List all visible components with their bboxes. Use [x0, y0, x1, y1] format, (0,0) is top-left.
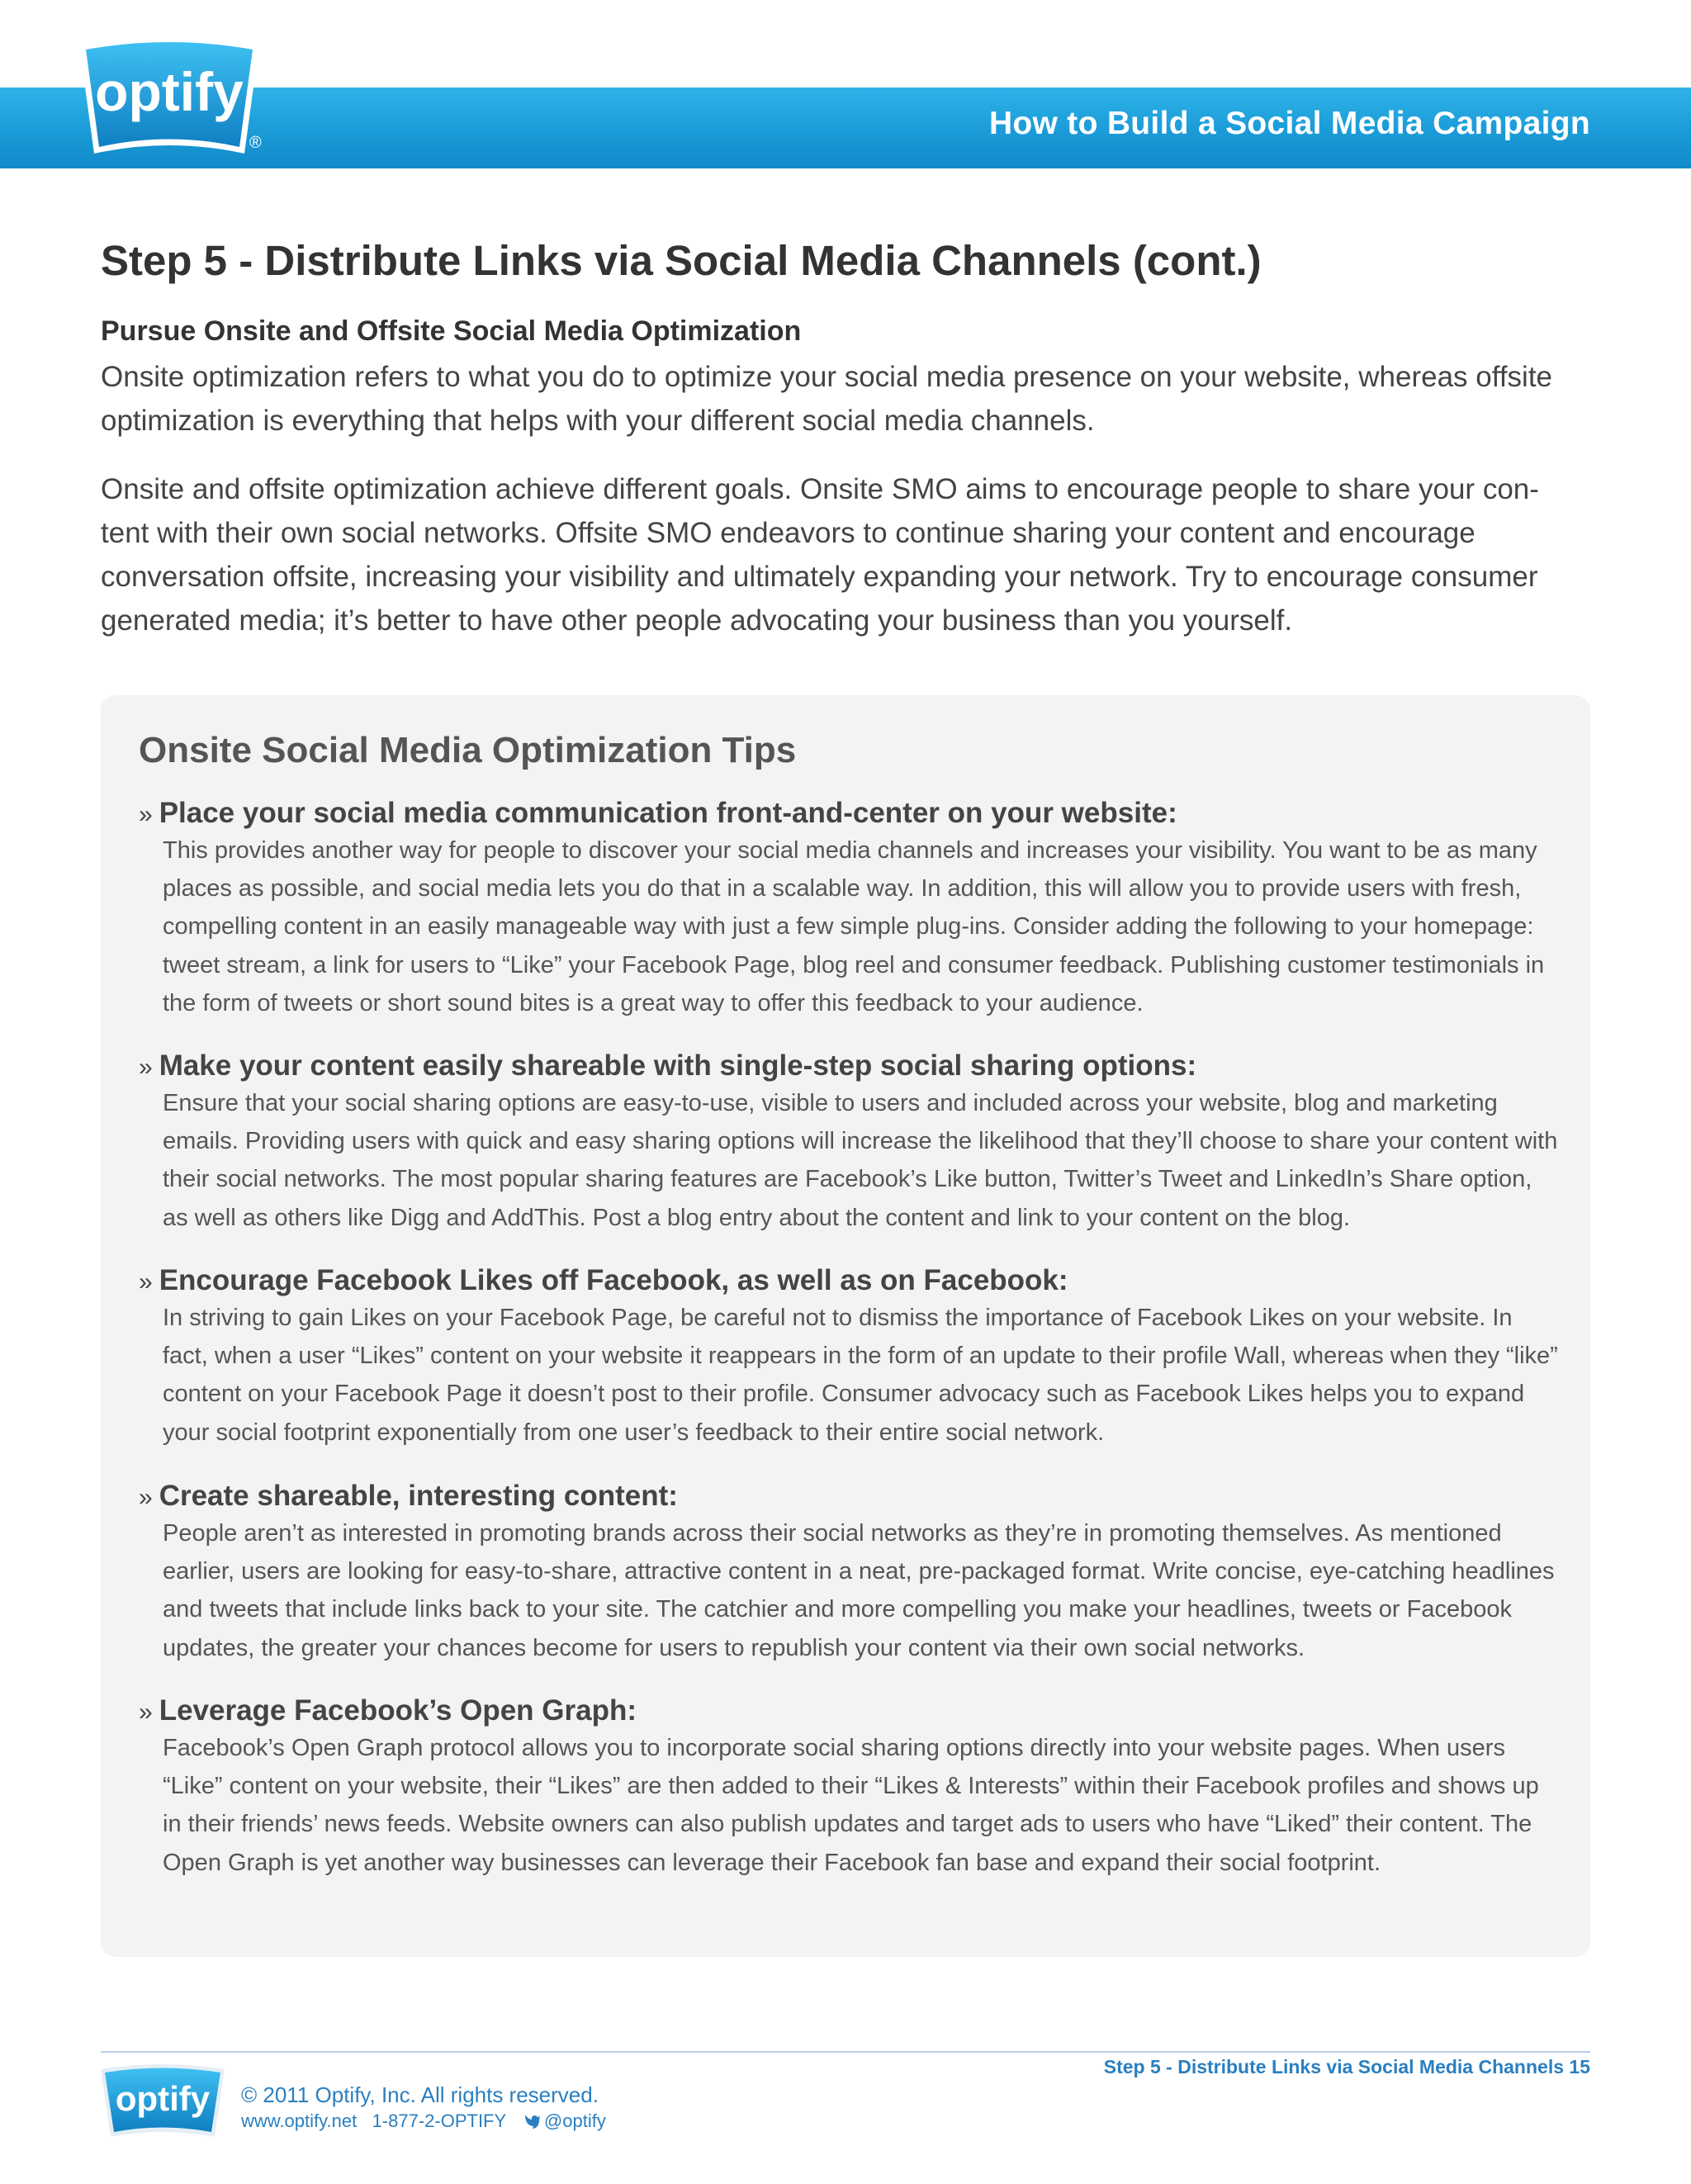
bullet-icon: » [139, 1698, 153, 1726]
footer-section-name: Step 5 - Distribute Links via Social Media Channels [1103, 2056, 1565, 2077]
tip-body: In striving to gain Likes on your Facebook Page, be careful not to dismiss the importance of Facebook Likes on your website. In fact, when a user “Likes” content on your website it reappears in the form of an update to their profile Wall, whereas when they “like” content on your Facebook Page it doesn’t post to their profile. Consumer advocacy such as Facebook Likes helps you to expand your social footprint exponentially from one user’s feedback to their entire social network. [163, 1305, 1558, 1446]
registered-mark: ® [249, 134, 262, 152]
tip-item [139, 797, 1559, 1022]
section-heading: Pursue Onsite and Offsite Social Media Optimization [101, 315, 802, 347]
tip-heading-text: Make your content easily shareable with single-step social sharing options: [159, 1049, 1197, 1082]
intro-paragraph: Onsite optimization refers to what you do to optimize your social media presence on your website, whereas offsite optimization is everything that helps with your different social media channels. [101, 361, 1553, 437]
footer-copyright: © 2011 Optify, Inc. All rights reserved. [241, 2082, 599, 2107]
page-number: 15 [1569, 2056, 1590, 2077]
tip-heading [139, 1694, 1559, 1727]
tip-heading [139, 1264, 1559, 1297]
tip-heading-text: Create shareable, interesting content: [159, 1480, 678, 1512]
logo-text: optify [115, 2079, 211, 2118]
bullet-icon: » [139, 1054, 153, 1081]
header-title: How to Build a Social Media Campaign [988, 106, 1590, 141]
optify-logo-icon[interactable] [74, 31, 264, 163]
tip-heading-text: Leverage Facebook’s Open Graph: [159, 1694, 637, 1727]
tip-item [139, 1049, 1559, 1237]
tip-heading [139, 1049, 1559, 1083]
tip-item [139, 1264, 1559, 1452]
footer-divider [101, 2051, 1590, 2053]
phone-number: 1-877-2-OPTIFY [372, 2111, 506, 2131]
tip-heading-text: Encourage Facebook Likes off Facebook, as well as on Facebook: [159, 1264, 1068, 1296]
intro-paragraph: Onsite and offsite optimization achieve different goals. Onsite SMO aims to encourage people to share your con-tent with their own social networks. Offsite SMO endeavors to continue sharing your content and encourage conversation offsite, increasing your visibility and ultimately expanding your network. Try to encourage consumer generated media; it’s better to have other people advocating your business than you yourself. [101, 473, 1539, 637]
tip-heading-text: Place your social media communication front-and-center on your website: [159, 797, 1177, 829]
bullet-icon: » [139, 1484, 153, 1511]
tip-item [139, 1480, 1559, 1667]
twitter-handle[interactable]: @optify [543, 2111, 606, 2131]
bullet-icon: » [139, 1268, 153, 1296]
tip-body: This provides another way for people to discover your social media channels and increases your visibility. You want to be as many places as possible, and social media lets you do that in a scalable way. In addition, this will allow you to provide users with fresh, compelling content in an easily manageable way with just a few simple plug-ins. Consider adding the following to your homepage: tweet stream, a link for users to “Like” your Facebook Page, blog reel and consumer feedback. Publishing customer testimonials in the form of tweets or short sound bites is a great way to offer this feedback to your audience. [163, 837, 1545, 1016]
footer-page-label [1104, 2056, 1590, 2078]
tips-title: Onsite Social Media Optimization Tips [139, 730, 797, 770]
tip-body: Ensure that your social sharing options are easy-to-use, visible to users and included across your website, blog and marketing emails. Providing users with quick and easy sharing options will increase the likelihood that they’ll choose to share your content with their social networks. The most popular sharing features are Facebook’s Like button, Twitter’s Tweet and LinkedIn’s Share option, as well as others like Digg and AddThis. Post a blog entry about the content and link to your content on the blog. [163, 1090, 1558, 1231]
tip-body: Facebook’s Open Graph protocol allows you to incorporate social sharing options directly into your website pages. When users “Like” content on your website, their “Likes” are then added to their “Likes & Interests” within their Facebook profiles and shows up in their friends’ news feeds. Website owners can also publish updates and target ads to users who have “Liked” their content. The Open Graph is yet another way businesses can leverage their Facebook fan base and expand their social footprint. [163, 1735, 1539, 1876]
optify-logo-icon[interactable] [97, 2061, 228, 2144]
footer-contact [241, 2111, 606, 2132]
tip-item [139, 1694, 1559, 1882]
tip-body: People aren’t as interested in promoting brands across their social networks as they’re in promoting themselves. As mentioned earlier, users are looking for easy-to-share, attractive content in a neat, pre-packaged format. Write concise, eye-catching headlines and tweets that include links back to your site. The catchier and more compelling you make your headlines, tweets or Facebook updates, the greater your chances become for users to republish your content via their own social networks. [163, 1520, 1555, 1661]
logo-text: optify [95, 61, 244, 122]
website-link[interactable]: www.optify.net [241, 2111, 358, 2131]
tip-heading [139, 797, 1559, 830]
tip-heading [139, 1480, 1559, 1513]
bullet-icon: » [139, 801, 153, 828]
twitter-bird-icon [523, 2113, 541, 2130]
page-title: Step 5 - Distribute Links via Social Media Channels (cont.) [101, 237, 1262, 284]
